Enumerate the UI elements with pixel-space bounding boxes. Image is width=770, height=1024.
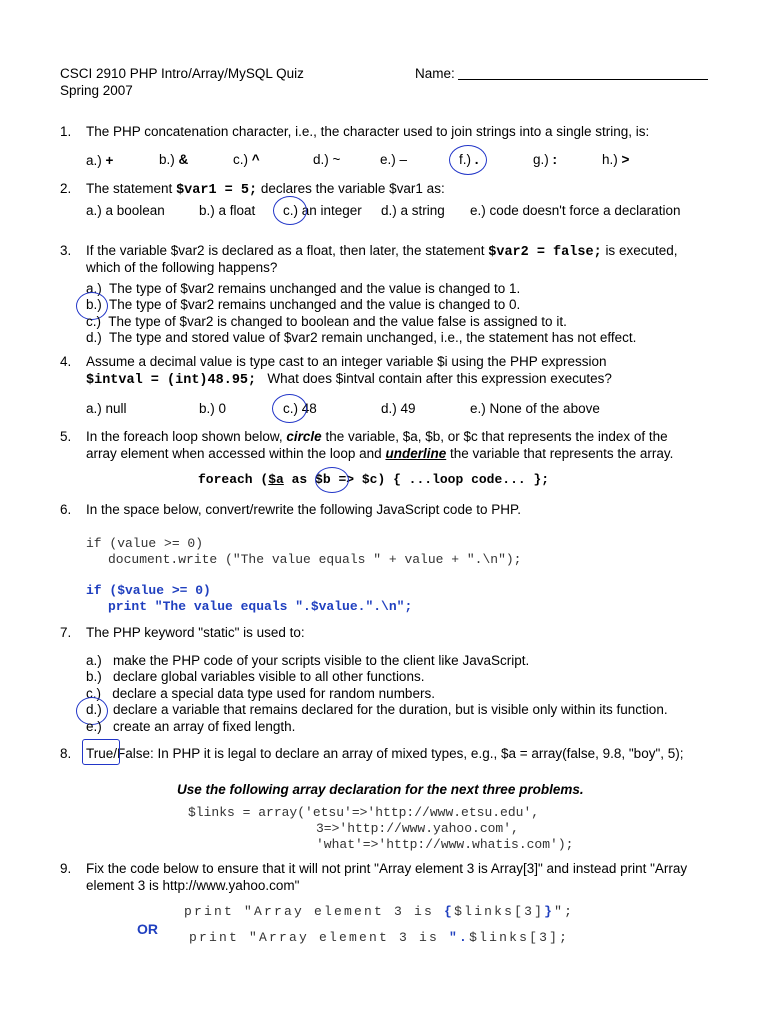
name-blank [458, 64, 708, 80]
q4-option-a: a.) null [86, 401, 127, 416]
q3-option-d: d.) The type and stored value of $var2 remain unchanged, i.e., the statement has not effect. [86, 330, 637, 345]
q1-option-h: h.) > [602, 152, 630, 167]
answer-circle-mark [272, 394, 307, 423]
q2-number: 2. [60, 181, 72, 196]
q3-option-c: c.) The type of $var2 is changed to boolean and the value false is assigned to it. [86, 314, 567, 329]
q7-option-a: a.) make the PHP code of your scripts visible to the client like JavaScript. [86, 653, 530, 668]
q7-text: The PHP keyword "static" is used to: [86, 625, 305, 640]
q4-option-c: c.) 48 [283, 401, 317, 416]
q8-number: 8. [60, 746, 72, 761]
q6-answer-line2: print "The value equals ".$value.".\n"; [108, 599, 413, 614]
q6-js-line1: if (value >= 0) [86, 536, 204, 551]
q3-number: 3. [60, 243, 72, 258]
array-decl-line3: 'what'=>'http://www.whatis.com'); [316, 837, 574, 852]
q1-option-g: g.) : [533, 152, 558, 167]
q6-js-line2: document.write ("The value equals " + value + ".\n"); [108, 552, 522, 567]
q4-number: 4. [60, 354, 72, 369]
answer-circle-mark [315, 467, 349, 493]
array-section-heading: Use the following array declaration for the next three problems. [177, 782, 584, 797]
q6-text: In the space below, convert/rewrite the following JavaScript code to PHP. [86, 502, 521, 517]
q2-option-a: a.) a boolean [86, 203, 165, 218]
q5-number: 5. [60, 429, 72, 444]
q1-option-a: a.) + [86, 153, 114, 168]
q7-option-e: e.) create an array of fixed length. [86, 719, 296, 734]
q4-text: Assume a decimal value is type cast to an integer variable $i using the PHP expression [86, 354, 607, 369]
q9-text: Fix the code below to ensure that it will not print "Array element 3 is Array[3]" and instead print "Array [86, 861, 688, 876]
q1-option-e: e.) – [380, 152, 408, 167]
q1-option-d: d.) ~ [313, 152, 341, 167]
q4-option-b: b.) 0 [199, 401, 227, 416]
q9-fix-option1: print "Array element 3 is {$links[3]}"; [184, 904, 575, 919]
q6-number: 6. [60, 502, 72, 517]
q3-text-line2: which of the following happens? [86, 260, 278, 275]
q2-option-e: e.) code doesn't force a declaration [470, 203, 681, 218]
q8-text: True/False: In PHP it is legal to declare an array of mixed types, e.g., $a = array(false, 9.8, "boy", 5); [86, 746, 684, 761]
q5-text-line2: array element when accessed within the loop and underline the variable that represents the array. [86, 446, 674, 461]
q3-option-b: b.) The type of $var2 remains unchanged and the value is changed to 0. [86, 297, 521, 312]
q5-foreach-code: foreach ($a as $b => $c) { ...loop code... }; [198, 472, 550, 487]
q4-code-line: $intval = (int)48.95; What does $intval contain after this expression executes? [86, 371, 612, 388]
q7-option-b: b.) declare global variables visible to all other functions. [86, 669, 425, 684]
quiz-term: Spring 2007 [60, 83, 133, 98]
array-decl-line2: 3=>'http://www.yahoo.com', [316, 821, 519, 836]
q1-option-b: b.) & [159, 152, 189, 167]
answer-circle-mark [449, 145, 487, 175]
q6-answer-line1: if ($value >= 0) [86, 583, 211, 598]
q2-option-d: d.) a string [381, 203, 445, 218]
or-label: OR [137, 921, 158, 937]
quiz-title: CSCI 2910 PHP Intro/Array/MySQL Quiz [60, 66, 304, 81]
q9-fix-option2: print "Array element 3 is ".$links[3]; [189, 930, 570, 945]
q3-text: If the variable $var2 is declared as a float, then later, the statement $var2 = false; is executed, [86, 243, 678, 260]
q5-text: In the foreach loop shown below, circle the variable, $a, $b, or $c that represents the index of the [86, 429, 668, 444]
answer-box-mark [82, 739, 120, 765]
q9-text-line2: element 3 is http://www.yahoo.com" [86, 878, 300, 893]
q7-option-c: c.) declare a special data type used for random numbers. [86, 686, 435, 701]
q4-option-d: d.) 49 [381, 401, 416, 416]
answer-circle-mark [273, 196, 307, 225]
q1-number: 1. [60, 124, 72, 139]
q7-number: 7. [60, 625, 72, 640]
array-decl-line1: $links = array('etsu'=>'http://www.etsu.edu', [188, 805, 540, 820]
q2-option-c: c.) an integer [283, 203, 362, 218]
q2-option-b: b.) a float [199, 203, 256, 218]
name-label: Name: [415, 66, 455, 81]
q7-option-d: d.) declare a variable that remains declared for the duration, but is visible only within its function. [86, 702, 668, 717]
q1-text: The PHP concatenation character, i.e., the character used to join strings into a single string, is: [86, 124, 650, 139]
q2-text: The statement $var1 = 5; declares the variable $var1 as: [86, 181, 445, 198]
q4-option-e: e.) None of the above [470, 401, 600, 416]
q9-number: 9. [60, 861, 72, 876]
q1-option-c: c.) ^ [233, 152, 260, 167]
q3-option-a: a.) The type of $var2 remains unchanged and the value is changed to 1. [86, 281, 521, 296]
q1-option-f: f.) . [459, 152, 479, 167]
